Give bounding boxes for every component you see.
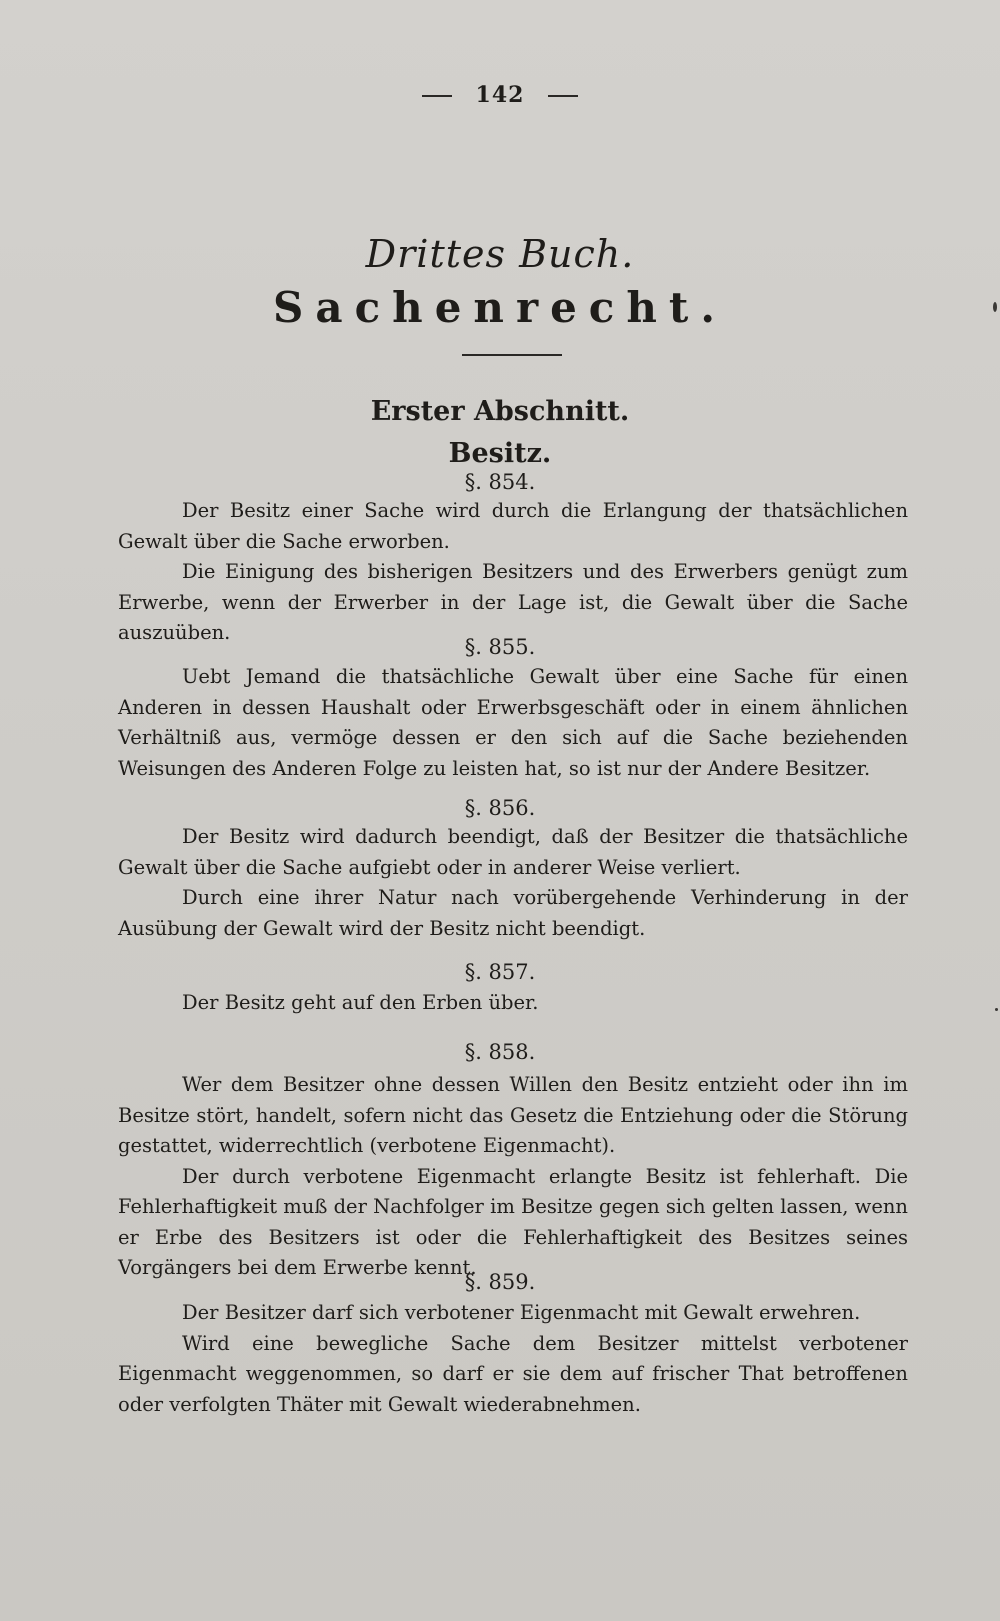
paper-speck (993, 302, 997, 312)
paragraph-body (118, 662, 908, 784)
book-title: Drittes Buch. (365, 232, 635, 276)
paragraph-number: §. 855. (464, 635, 536, 659)
paragraph-sentence: Durch eine ihrer Natur nach vorübergehende Verhinderung in der Ausübung der Gewalt wird der Besitz nicht beendigt. (118, 886, 908, 940)
header-dash-left (422, 95, 452, 97)
paragraph-sentence: Der Besitz einer Sache wird durch die Erlangung der thatsächlichen Gewalt über die Sache erworben. (118, 499, 908, 553)
part-title: Sachenrecht. (273, 283, 727, 332)
paragraph-sentence: Der durch verbotene Eigenmacht erlangte Besitz ist fehlerhaft. Die Fehlerhaftigkeit muß der Nachfolger im Besitze gegen sich gelten lassen, wenn er Erbe des Besitzers ist oder die Fehlerhaftigkeit des Besitzes seines Vorgängers bei dem Erwerbe kennt. (118, 1164, 908, 1279)
paragraph-sentence: Uebt Jemand die thatsächliche Gewalt über eine Sache für einen Anderen in dessen Haushalt oder Erwerbsgeschäft oder in einem ähnlichen Verhältniß aus, vermöge dessen er den sich auf die Sache beziehenden Weisungen des Anderen Folge zu leisten hat, so ist nur der Andere Besitzer. (118, 665, 908, 780)
paragraph-sentence: Wird eine bewegliche Sache dem Besitzer mittelst verbotener Eigenmacht weggenommen, so darf er sie dem auf frischer That betroffenen oder verfolgten Thäter mit Gewalt wiederabnehmen. (118, 1331, 908, 1416)
chapter-title: Besitz. (448, 438, 552, 469)
header-dash-right (548, 95, 578, 97)
title-rule (462, 354, 562, 356)
paragraph-body (118, 988, 908, 1019)
paragraph-sentence: Der Besitz wird dadurch beendigt, daß der Besitzer die thatsächliche Gewalt über die Sache aufgiebt oder in anderer Weise verliert. (118, 825, 908, 879)
page-header (0, 82, 1000, 108)
paragraph-number: §. 856. (464, 796, 536, 820)
paragraph-number: §. 858. (464, 1040, 536, 1064)
paragraph-sentence: Wer dem Besitzer ohne dessen Willen den Besitz entzieht oder ihn im Besitze stört, handelt, sofern nicht das Gesetz die Entziehung oder die Störung gestattet, widerrechtlich (verbotene Eigenmacht). (118, 1073, 908, 1157)
paragraph-sentence: Die Einigung des bisherigen Besitzers und des Erwerbers genügt zum Erwerbe, wenn der Erwerber in der Lage ist, die Gewalt über die Sache auszuüben. (118, 560, 908, 644)
paragraph-body (118, 1070, 908, 1284)
section-title: Erster Abschnitt. (370, 396, 630, 427)
paragraph-number: §. 854. (464, 470, 536, 494)
page-number: 142 (475, 82, 525, 108)
paragraph-body (118, 822, 908, 944)
paragraph-body (118, 1298, 908, 1420)
paragraph-number: §. 859. (464, 1270, 536, 1294)
paragraph-sentence: Der Besitzer darf sich verbotener Eigenmacht mit Gewalt erwehren. (182, 1301, 861, 1324)
paragraph-number: §. 857. (464, 960, 536, 984)
paragraph-body (118, 496, 908, 649)
paper-speck (995, 1008, 998, 1011)
paragraph-sentence: Der Besitz geht auf den Erben über. (182, 991, 539, 1014)
